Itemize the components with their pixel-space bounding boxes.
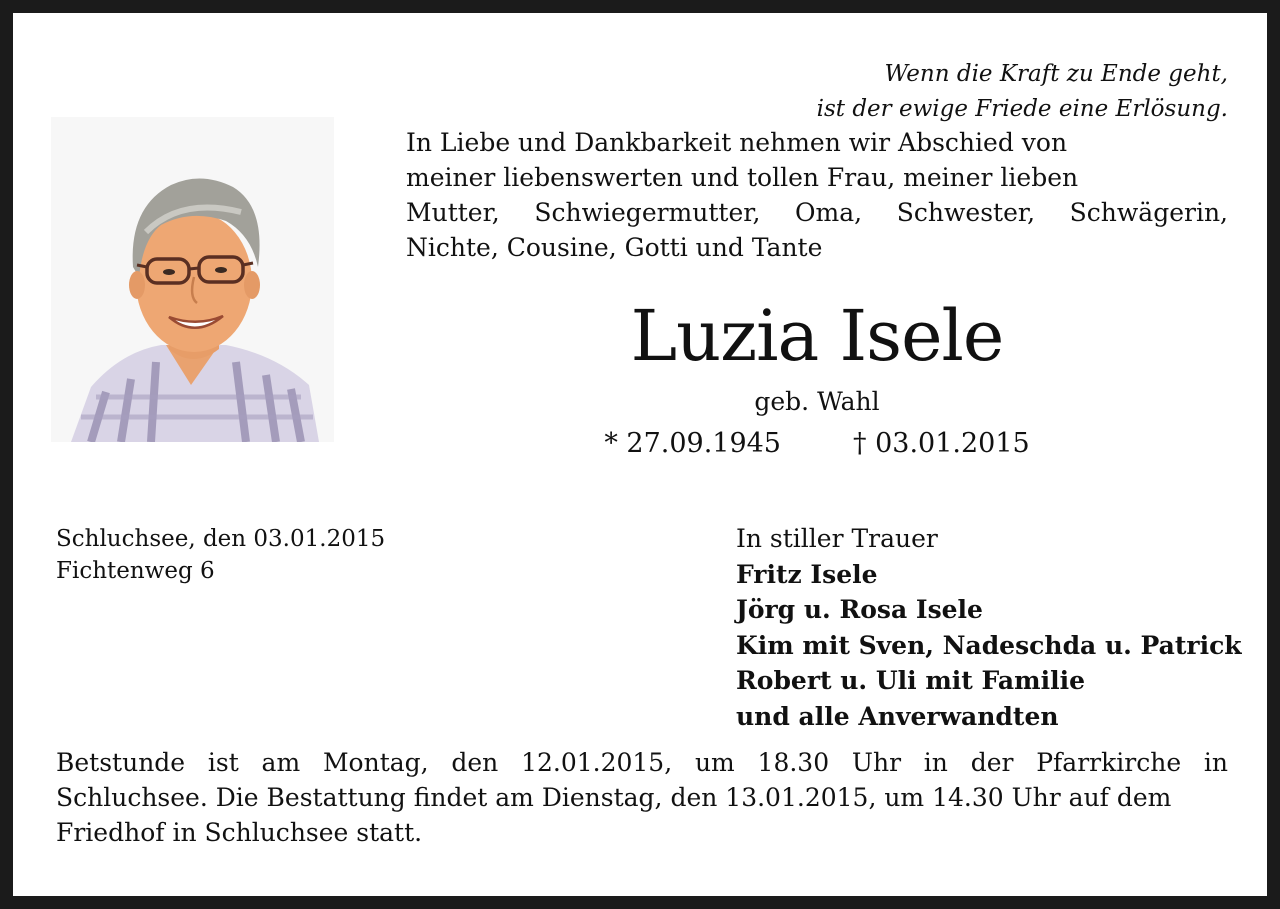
maiden-name: geb. Wahl (754, 387, 880, 416)
service-line: Betstunde ist am Montag, den 12.01.2015, um 18.30 Uhr in der Pfarrkirche in (56, 748, 1228, 777)
intro-text (406, 125, 1228, 265)
motto-quote (803, 57, 1228, 127)
mourner-name: Fritz Isele (736, 559, 878, 589)
service-line: Friedhof in Schluchsee statt. (56, 818, 423, 847)
life-dates (406, 425, 1228, 463)
mourner-name: Kim mit Sven, Nadeschda u. Patrick (736, 630, 1242, 660)
deceased-name: Luzia Isele (630, 295, 1004, 377)
street-address: Fichtenweg 6 (56, 558, 215, 584)
intro-line: meiner liebenswerten und tollen Frau, meiner lieben (406, 163, 1079, 192)
mourners-heading: In stiller Trauer (736, 524, 938, 553)
town-date: Schluchsee, den 03.01.2015 (56, 526, 386, 552)
intro-line: Nichte, Cousine, Gotti und Tante (406, 233, 823, 262)
funeral-service-info (56, 745, 1228, 850)
portrait-illustration (51, 117, 334, 442)
birth-date: * 27.09.1945 (604, 428, 781, 459)
motto-line: ist der ewige Friede eine Erlösung. (816, 96, 1228, 122)
portrait-photo (51, 117, 334, 442)
intro-line: In Liebe und Dankbarkeit nehmen wir Abschied von (406, 128, 1068, 157)
place-and-date (56, 523, 476, 587)
service-line: Schluchsee. Die Bestattung findet am Dienstag, den 13.01.2015, um 14.30 Uhr auf dem (56, 783, 1172, 812)
intro-line: Mutter, Schwiegermutter, Oma, Schwester, Schwägerin, (406, 198, 1228, 227)
motto-line: Wenn die Kraft zu Ende geht, (884, 61, 1228, 87)
mourner-name: Robert u. Uli mit Familie (736, 666, 1085, 695)
mourner-name: Jörg u. Rosa Isele (736, 595, 983, 624)
death-date: † 03.01.2015 (853, 428, 1030, 459)
mourner-name: und alle Anverwandten (736, 701, 1059, 731)
mourners-list (736, 521, 1242, 734)
